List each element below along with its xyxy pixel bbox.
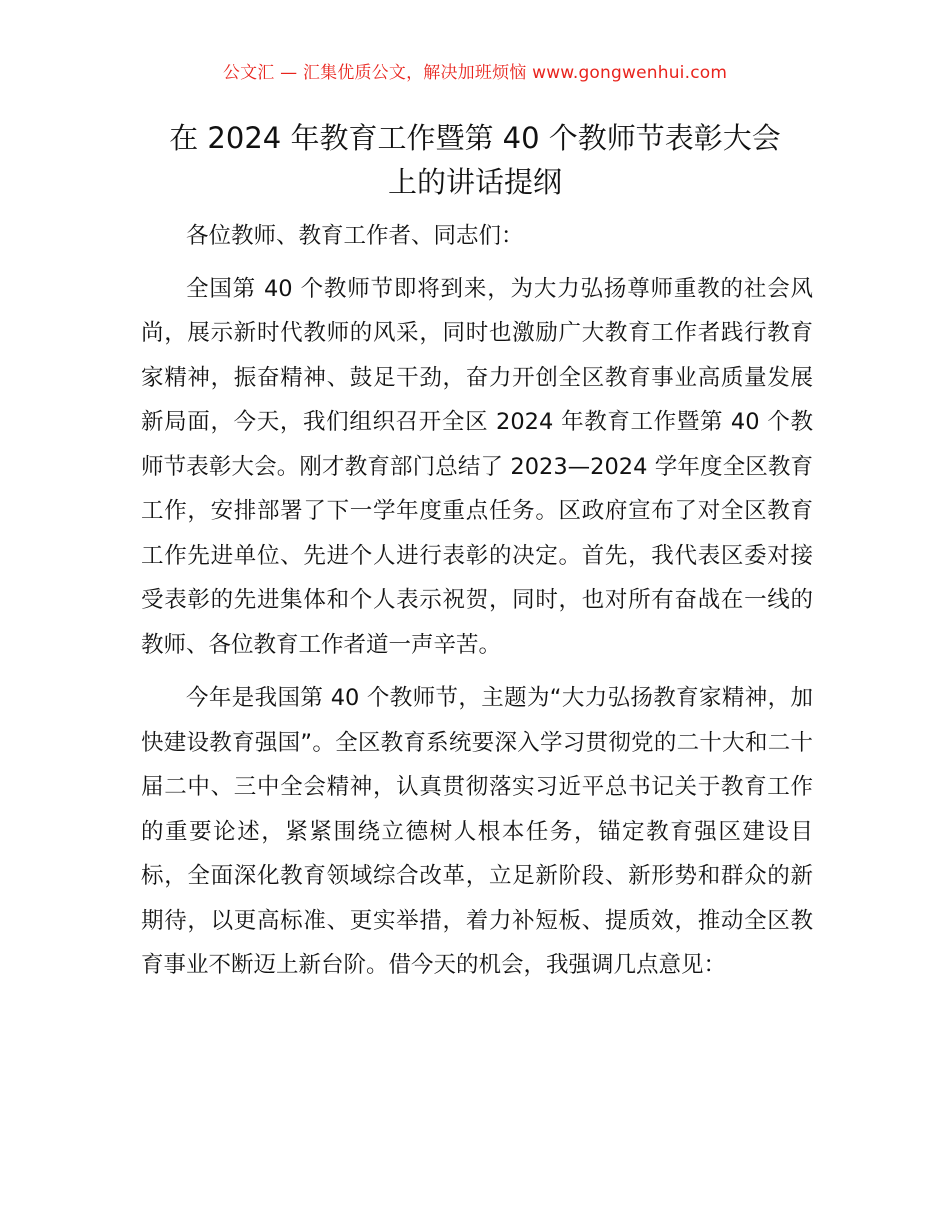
title-line-2: 上的讲话提纲 bbox=[387, 165, 562, 199]
header-banner: 公文汇 — 汇集优质公文，解决加班烦恼 www.gongwenhui.com bbox=[222, 63, 728, 83]
document-title bbox=[120, 116, 830, 204]
paragraph: 今年是我国第 40 个教师节，主题为“大力弘扬教育家精神，加快建设教育强国”。全区教育系统要深入学习贯彻党的二十大和二十届二中、三中全会精神，认真贯彻落实习近平总书记关于教育工作的重要论述，紧紧围绕立德树人根本任务，锚定教育强区建设目标，全面深化教育领域综合改革，立足新阶段、新形势和群众的新期待，以更高标准、更实举措，着力补短板、提质效，推动全区教育事业不断迈上新台阶。借今天的机会，我强调几点意见： bbox=[141, 685, 813, 978]
title-line-1: 在 2024 年教育工作暨第 40 个教师节表彰大会 bbox=[169, 121, 781, 155]
salutation: 各位教师、教育工作者、同志们： bbox=[186, 223, 524, 249]
paragraph: 全国第 40 个教师节即将到来，为大力弘扬尊师重教的社会风尚，展示新时代教师的风采，同时也激励广大教育工作者践行教育家精神，振奋精神、鼓足干劲，奋力开创全区教育事业高质量发展新局面，今天，我们组织召开全区 2024 年教育工作暨第 40 个教师节表彰大会。刚才教育部门总结了 2023—2024 学年度全区教育工作，安排部署了下一学年度重点任务。区政府宣布了对全区教育工作先进单位、先进个人进行表彰的决定。首先，我代表区委对接受表彰的先进集体和个人表示祝贺，同时，也对所有奋战在一线的教师、各位教育工作者道一声辛苦。 bbox=[141, 275, 813, 658]
document-body bbox=[141, 214, 813, 997]
